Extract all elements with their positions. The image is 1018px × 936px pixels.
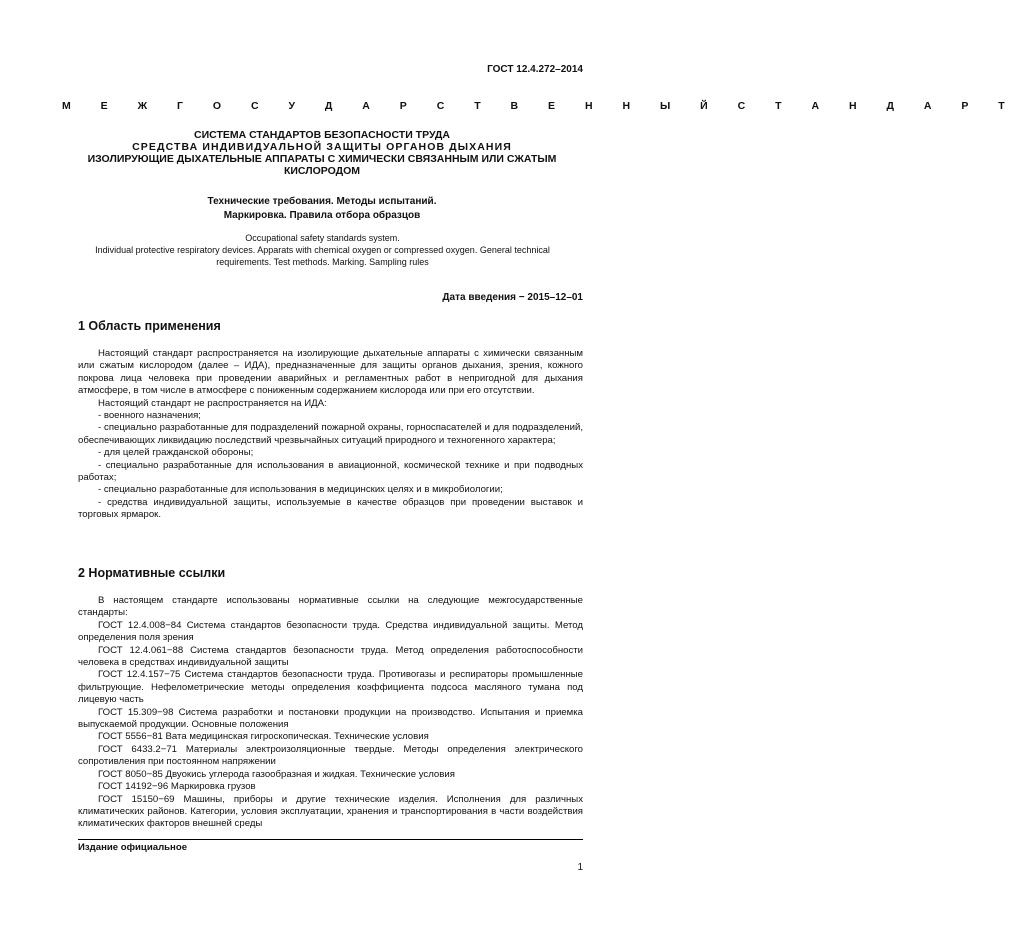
title-line-4: КИСЛОРОДОМ	[283, 165, 361, 177]
list-item: - для целей гражданской обороны;	[98, 447, 254, 459]
reference-item: ГОСТ 15.309−98 Система разработки и постановки продукции на производство. Испытания и приемка выпускаемой продукции. Основные положения	[78, 706, 583, 731]
english-title-line-1: Occupational safety standards system.	[245, 233, 400, 243]
edition-label: Издание официальное	[78, 842, 188, 853]
list-item: - специально разработанные для подразделений пожарной охраны, горноспасателей и для подразделений, обеспечивающих ликвидацию последствий чрезвычайных ситуаций природного и техногенного характера;	[78, 422, 583, 446]
list-item: - специально разработанные для использования в авиационной, космической технике и при подводных работах;	[78, 459, 583, 484]
section-2-body	[78, 595, 583, 831]
section-1-heading: 1 Область применения	[78, 319, 221, 333]
intro-date: Дата введения − 2015–12–01	[442, 292, 583, 303]
section-2-heading: 2 Нормативные ссылки	[78, 566, 226, 580]
title-line-3: ИЗОЛИРУЮЩИЕ ДЫХАТЕЛЬНЫЕ АППАРАТЫ С ХИМИЧЕСКИ СВЯЗАННЫМ ИЛИ СЖАТЫМ	[87, 153, 557, 165]
reference-item: ГОСТ 8050−85 Двуокись углерода газообразная и жидкая. Технические условия	[98, 768, 455, 780]
reference-item: ГОСТ 6433.2−71 Материалы электроизоляционные твердые. Методы определения электрического сопротивления при постоянном напряжении	[78, 743, 583, 768]
paragraph: Настоящий стандарт не распространяется на ИДА:	[98, 397, 327, 409]
reference-item: ГОСТ 14192−96 Маркировка грузов	[98, 781, 256, 793]
reference-item: ГОСТ 12.4.157−75 Система стандартов безопасности труда. Противогазы и респираторы промышленные фильтрующие. Нефелометрические методы определения коэффициента подсоса масляного тумана под лицевую часть	[78, 669, 583, 706]
english-title	[50, 232, 595, 268]
english-title-line-2: Individual protective respiratory devices. Apparats with chemical oxygen or compressed oxygen. General technical	[95, 245, 550, 255]
list-item: - специально разработанные для использования в медицинских целях и в микробиологии;	[98, 484, 503, 496]
paragraph: Настоящий стандарт распространяется на изолирующие дыхательные аппараты с химически связанным или сжатым кислородом (далее – ИДА), предназначенные для защиты органов дыхания, зрения, кожного покрова лица человека при проведении аварийных и регламентных работ в непригодной для дыхания атмосфере, в том числе в атмосфере с пониженным содержанием кислорода или при его отсутствии.	[78, 348, 583, 397]
official-edition-note	[78, 839, 583, 853]
english-title-line-3: requirements. Test methods. Marking. Sampling rules	[216, 257, 429, 267]
subtitle-line-1: Технические требования. Методы испытаний.	[207, 196, 437, 207]
reference-item: ГОСТ 12.4.061−88 Система стандартов безопасности труда. Метод определения работоспособности человека в средствах индивидуальной защиты	[78, 644, 583, 669]
subtitle-line-2: Маркировка. Правила отбора образцов	[223, 210, 421, 221]
reference-item: ГОСТ 15150−69 Машины, приборы и другие технические изделия. Исполнения для различных климатических районов. Категории, условия эксплуатации, хранения и транспортирования в части воздействия климатических факторов внешней среды	[78, 793, 583, 830]
reference-item: ГОСТ 5556−81 Вата медицинская гигроскопическая. Технические условия	[98, 731, 429, 743]
reference-item: ГОСТ 12.4.008−84 Система стандартов безопасности труда. Средства индивидуальной защиты. Метод определения поля зрения	[78, 619, 583, 644]
paragraph: В настоящем стандарте использованы нормативные ссылки на следующие межгосударственные стандарты:	[78, 595, 583, 619]
section-1-body	[78, 348, 583, 522]
document-subtitle	[62, 195, 582, 223]
title-line-2: СРЕДСТВА ИНДИВИДУАЛЬНОЙ ЗАЩИТЫ ОРГАНОВ ДЫХАНИЯ	[132, 141, 512, 153]
page-number: 1	[577, 862, 583, 873]
document-title	[62, 129, 582, 177]
gost-code: ГОСТ 12.4.272–2014	[487, 64, 583, 75]
title-line-1: СИСТЕМА СТАНДАРТОВ БЕЗОПАСНОСТИ ТРУДА	[194, 129, 450, 141]
list-item: - средства индивидуальной защиты, используемые в качестве образцов при проведении выставок и торговых ярмарок.	[78, 496, 583, 521]
interstate-standard-heading: М Е Ж Г О С У Д А Р С Т В Е Н Н Ы Й С Т А Н Д А Р Т	[62, 100, 1018, 112]
list-item: - военного назначения;	[98, 410, 201, 422]
